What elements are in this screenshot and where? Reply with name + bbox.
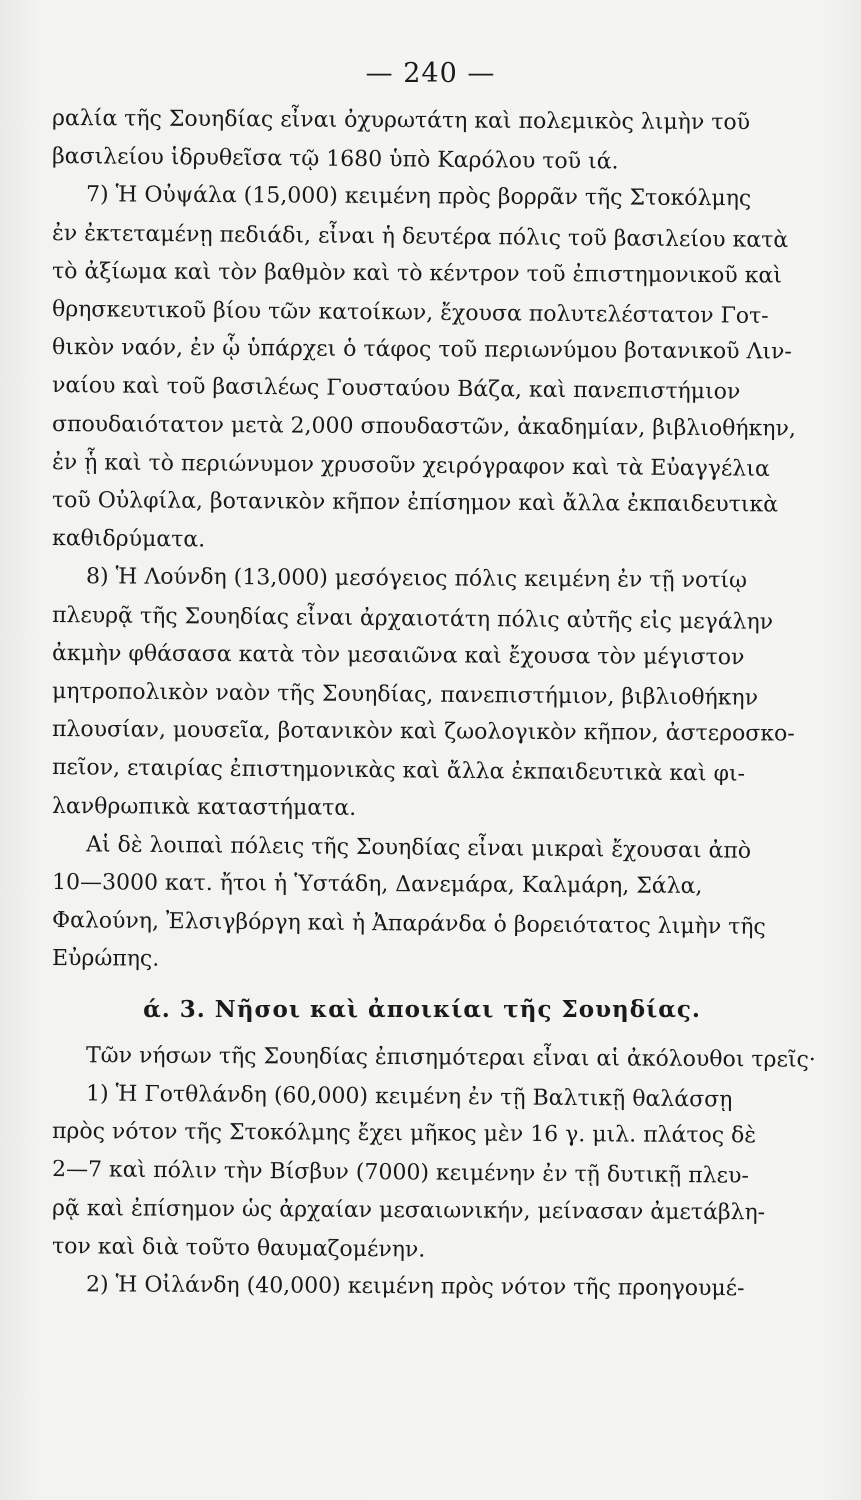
text-line: καθιδρύματα. xyxy=(51,526,206,553)
text-line: πλουσίαν, μουσεῖα, βοτανικὸν καὶ ζωολογικὸν κῆπον, ἀστεροσκο- xyxy=(51,717,795,747)
page-number: — 240 — xyxy=(365,58,496,89)
text-line: θικὸν ναόν, ἐν ᾧ ὑπάρχει ὁ τάφος τοῦ περιωνύμου βοτανικοῦ Λιν- xyxy=(51,335,792,365)
text-line: ἐν ἐκτεταμένῃ πεδιάδι, εἶναι ἡ δευτέρα πόλις τοῦ βασιλείου κατὰ xyxy=(51,220,789,253)
text-line: τον καὶ διὰ τοῦτο θαυμαζομένην. xyxy=(51,1233,426,1263)
text-line: σπουδαιότατον μετὰ 2,000 σπουδαστῶν, ἀκαδημίαν, βιβλιοθήκην, xyxy=(51,411,796,442)
text-line: 7) Ἡ Οὐψάλα (15,000) κειμένη πρὸς βορρᾶν τῆς Στοκόλμης xyxy=(85,182,752,212)
text-line: Φαλούνη, Ἐλσιγβόργη καὶ ἡ Ἀπαράνδα ὁ βορειότατος λιμὴν τῆς xyxy=(51,908,766,941)
text-line: μητροπολικὸν ναὸν τῆς Σουηδίας, πανεπιστήμιον, βιβλιοθήκην xyxy=(51,679,759,711)
text-line: πλευρᾷ τῆς Σουηδίας εἶναι ἀρχαιοτάτη πόλις αὐτῆς εἰς μεγάλην xyxy=(51,602,774,635)
text-line: βασιλείου ἱδρυθεῖσα τῷ 1680 ὑπὸ Καρόλου τοῦ ιά. xyxy=(51,144,619,175)
text-line: Τῶν νήσων τῆς Σουηδίας ἐπισημότεραι εἶναι αἱ ἀκόλουθοι τρεῖς· xyxy=(85,1043,816,1073)
text-line: πρὸς νότον τῆς Στοκόλμης ἔχει μῆκος μὲν 16 γ. μιλ. πλάτος δὲ xyxy=(51,1119,757,1149)
text-line: πεῖον, εταιρίας ἐπιστημονικὰς καὶ ἄλλα ἐκπαιδευτικὰ καὶ φι- xyxy=(51,755,746,788)
text-line: Αἱ δὲ λοιπαὶ πόλεις τῆς Σουηδίας εἶναι μικραὶ ἔχουσαι ἀπὸ xyxy=(85,832,752,864)
text-line: ἀκμὴν φθάσασα κατὰ τὸν μεσαιῶνα καὶ ἔχουσα τὸν μέγιστον xyxy=(51,640,745,671)
text-line: 8) Ἡ Λούνδη (13,000) μεσόγειος πόλις κειμένη ἐν τῇ νοτίῳ xyxy=(85,564,748,594)
text-line: ἐν ᾗ καὶ τὸ περιώνυμον χρυσοῦν χειρόγραφον καὶ τὰ Εὐαγγέλια xyxy=(51,449,770,482)
text-line: 1) Ἡ Γοτθλάνδη (60,000) κειμένη ἐν τῇ Βαλτικῇ θαλάσσῃ xyxy=(85,1081,733,1113)
text-line: τὸ ἀξίωμα καὶ τὸν βαθμὸν καὶ τὸ κέντρον τοῦ ἐπιστημονικοῦ καὶ xyxy=(51,258,782,289)
text-line: ραλία τῆς Σουηδίας εἶναι ὀχυρωτάτη καὶ πολεμικὸς λιμὴν τοῦ xyxy=(51,106,751,136)
text-line: 2—7 καὶ πόλιν τὴν Βίσβυν (7000) κειμένην ἐν τῇ δυτικῇ πλευ- xyxy=(51,1157,749,1190)
text-line: λανθρωπικὰ καταστήματα. xyxy=(51,793,357,821)
text-line: Εὐρώπης. xyxy=(51,946,160,973)
text-line: ρᾷ καὶ ἐπίσημον ὡς ἀρχαίαν μεσαιωνικήν, μείνασαν ἀμετάβλη- xyxy=(51,1195,766,1226)
section-heading: ά. 3. Νῆσοι καὶ ἀποικίαι τῆς Σουηδίας. xyxy=(143,995,701,1023)
text-line: 2) Ἡ Οἰλάνδη (40,000) κειμένη πρὸς νότον τῆς προηγουμέ- xyxy=(85,1272,745,1302)
text-line: ναίου καὶ τοῦ βασιλέως Γουσταύου Βάζα, καὶ πανεπιστήμιον xyxy=(51,373,741,406)
text-line: θρησκευτικοῦ βίου τῶν κατοίκων, ἔχουσα πολυτελέστατον Γοτ- xyxy=(51,297,769,329)
body-text xyxy=(51,100,816,1304)
text-line: 10—3000 κατ. ἤτοι ἡ Ὑστάδη, Δανεμάρα, Καλμάρη, Σάλα, xyxy=(51,870,703,900)
text-line: τοῦ Οὐλφίλα, βοτανικὸν κῆπον ἐπίσημον καὶ ἄλλα ἐκπαιδευτικὰ xyxy=(51,488,779,518)
